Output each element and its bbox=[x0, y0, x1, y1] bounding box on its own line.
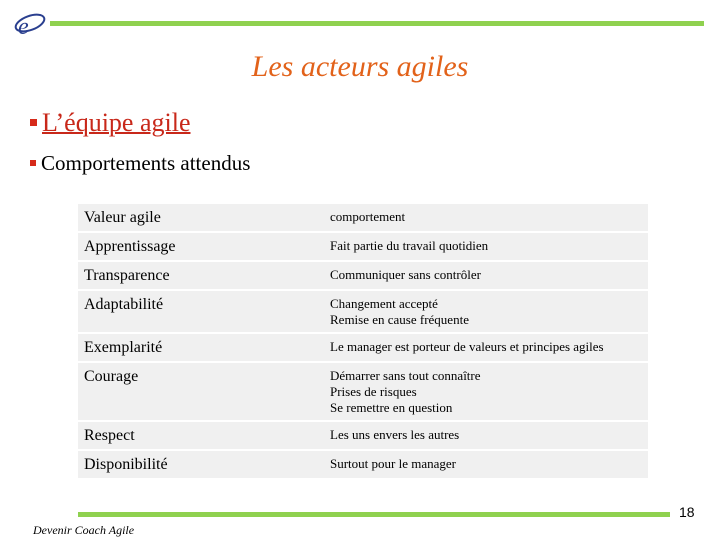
row-behavior bbox=[317, 422, 648, 449]
section-heading-text: L’équipe agile bbox=[42, 108, 191, 137]
row-behavior bbox=[317, 262, 648, 289]
behavior-line: Changement accepté bbox=[330, 296, 438, 311]
table-row bbox=[78, 363, 648, 420]
row-value: Respect bbox=[78, 422, 317, 449]
svg-text:e: e bbox=[18, 14, 29, 40]
section-heading bbox=[30, 108, 190, 138]
row-value: Exemplarité bbox=[78, 334, 317, 361]
row-behavior bbox=[317, 233, 648, 260]
row-value: Disponibilité bbox=[78, 451, 317, 478]
behavior-line: Prises de risques bbox=[330, 384, 417, 399]
table-row bbox=[78, 233, 648, 260]
table-row bbox=[78, 262, 648, 289]
bullet-square-icon bbox=[30, 119, 37, 126]
subsection-heading-text: Comportements attendus bbox=[41, 151, 251, 175]
row-value: Courage bbox=[78, 363, 317, 420]
row-behavior bbox=[317, 363, 648, 420]
table-row bbox=[78, 334, 648, 361]
top-divider bbox=[50, 21, 704, 26]
footer-text: Devenir Coach Agile bbox=[33, 523, 135, 537]
table-row bbox=[78, 291, 648, 332]
bullet-square-icon bbox=[30, 160, 36, 166]
behavior-line: Fait partie du travail quotidien bbox=[330, 238, 489, 253]
subsection-heading bbox=[30, 151, 250, 176]
behavior-line: Remise en cause fréquente bbox=[330, 312, 469, 327]
table-row bbox=[78, 451, 648, 478]
row-value: Apprentissage bbox=[78, 233, 317, 260]
behavior-line: Surtout pour le manager bbox=[330, 456, 456, 471]
row-value: Adaptabilité bbox=[78, 291, 317, 332]
header-value: Valeur agile bbox=[78, 204, 317, 231]
behavior-line: Le manager est porteur de valeurs et principes agiles bbox=[330, 339, 604, 354]
behavior-line: Démarrer sans tout connaître bbox=[330, 368, 481, 383]
row-behavior bbox=[317, 334, 648, 361]
values-table bbox=[78, 202, 648, 480]
slide-title: Les acteurs agiles bbox=[251, 50, 469, 83]
behavior-line: Se remettre en question bbox=[330, 400, 453, 415]
table-header-row bbox=[78, 204, 648, 231]
row-value: Transparence bbox=[78, 262, 317, 289]
behavior-line: Communiquer sans contrôler bbox=[330, 267, 481, 282]
header-behavior: comportement bbox=[317, 204, 648, 231]
behavior-line: Les uns envers les autres bbox=[330, 427, 460, 442]
page-number: 18 bbox=[679, 504, 695, 520]
table-row bbox=[78, 422, 648, 449]
row-behavior bbox=[317, 451, 648, 478]
bottom-divider bbox=[78, 512, 670, 517]
e-logo-icon bbox=[12, 8, 46, 42]
row-behavior bbox=[317, 291, 648, 332]
